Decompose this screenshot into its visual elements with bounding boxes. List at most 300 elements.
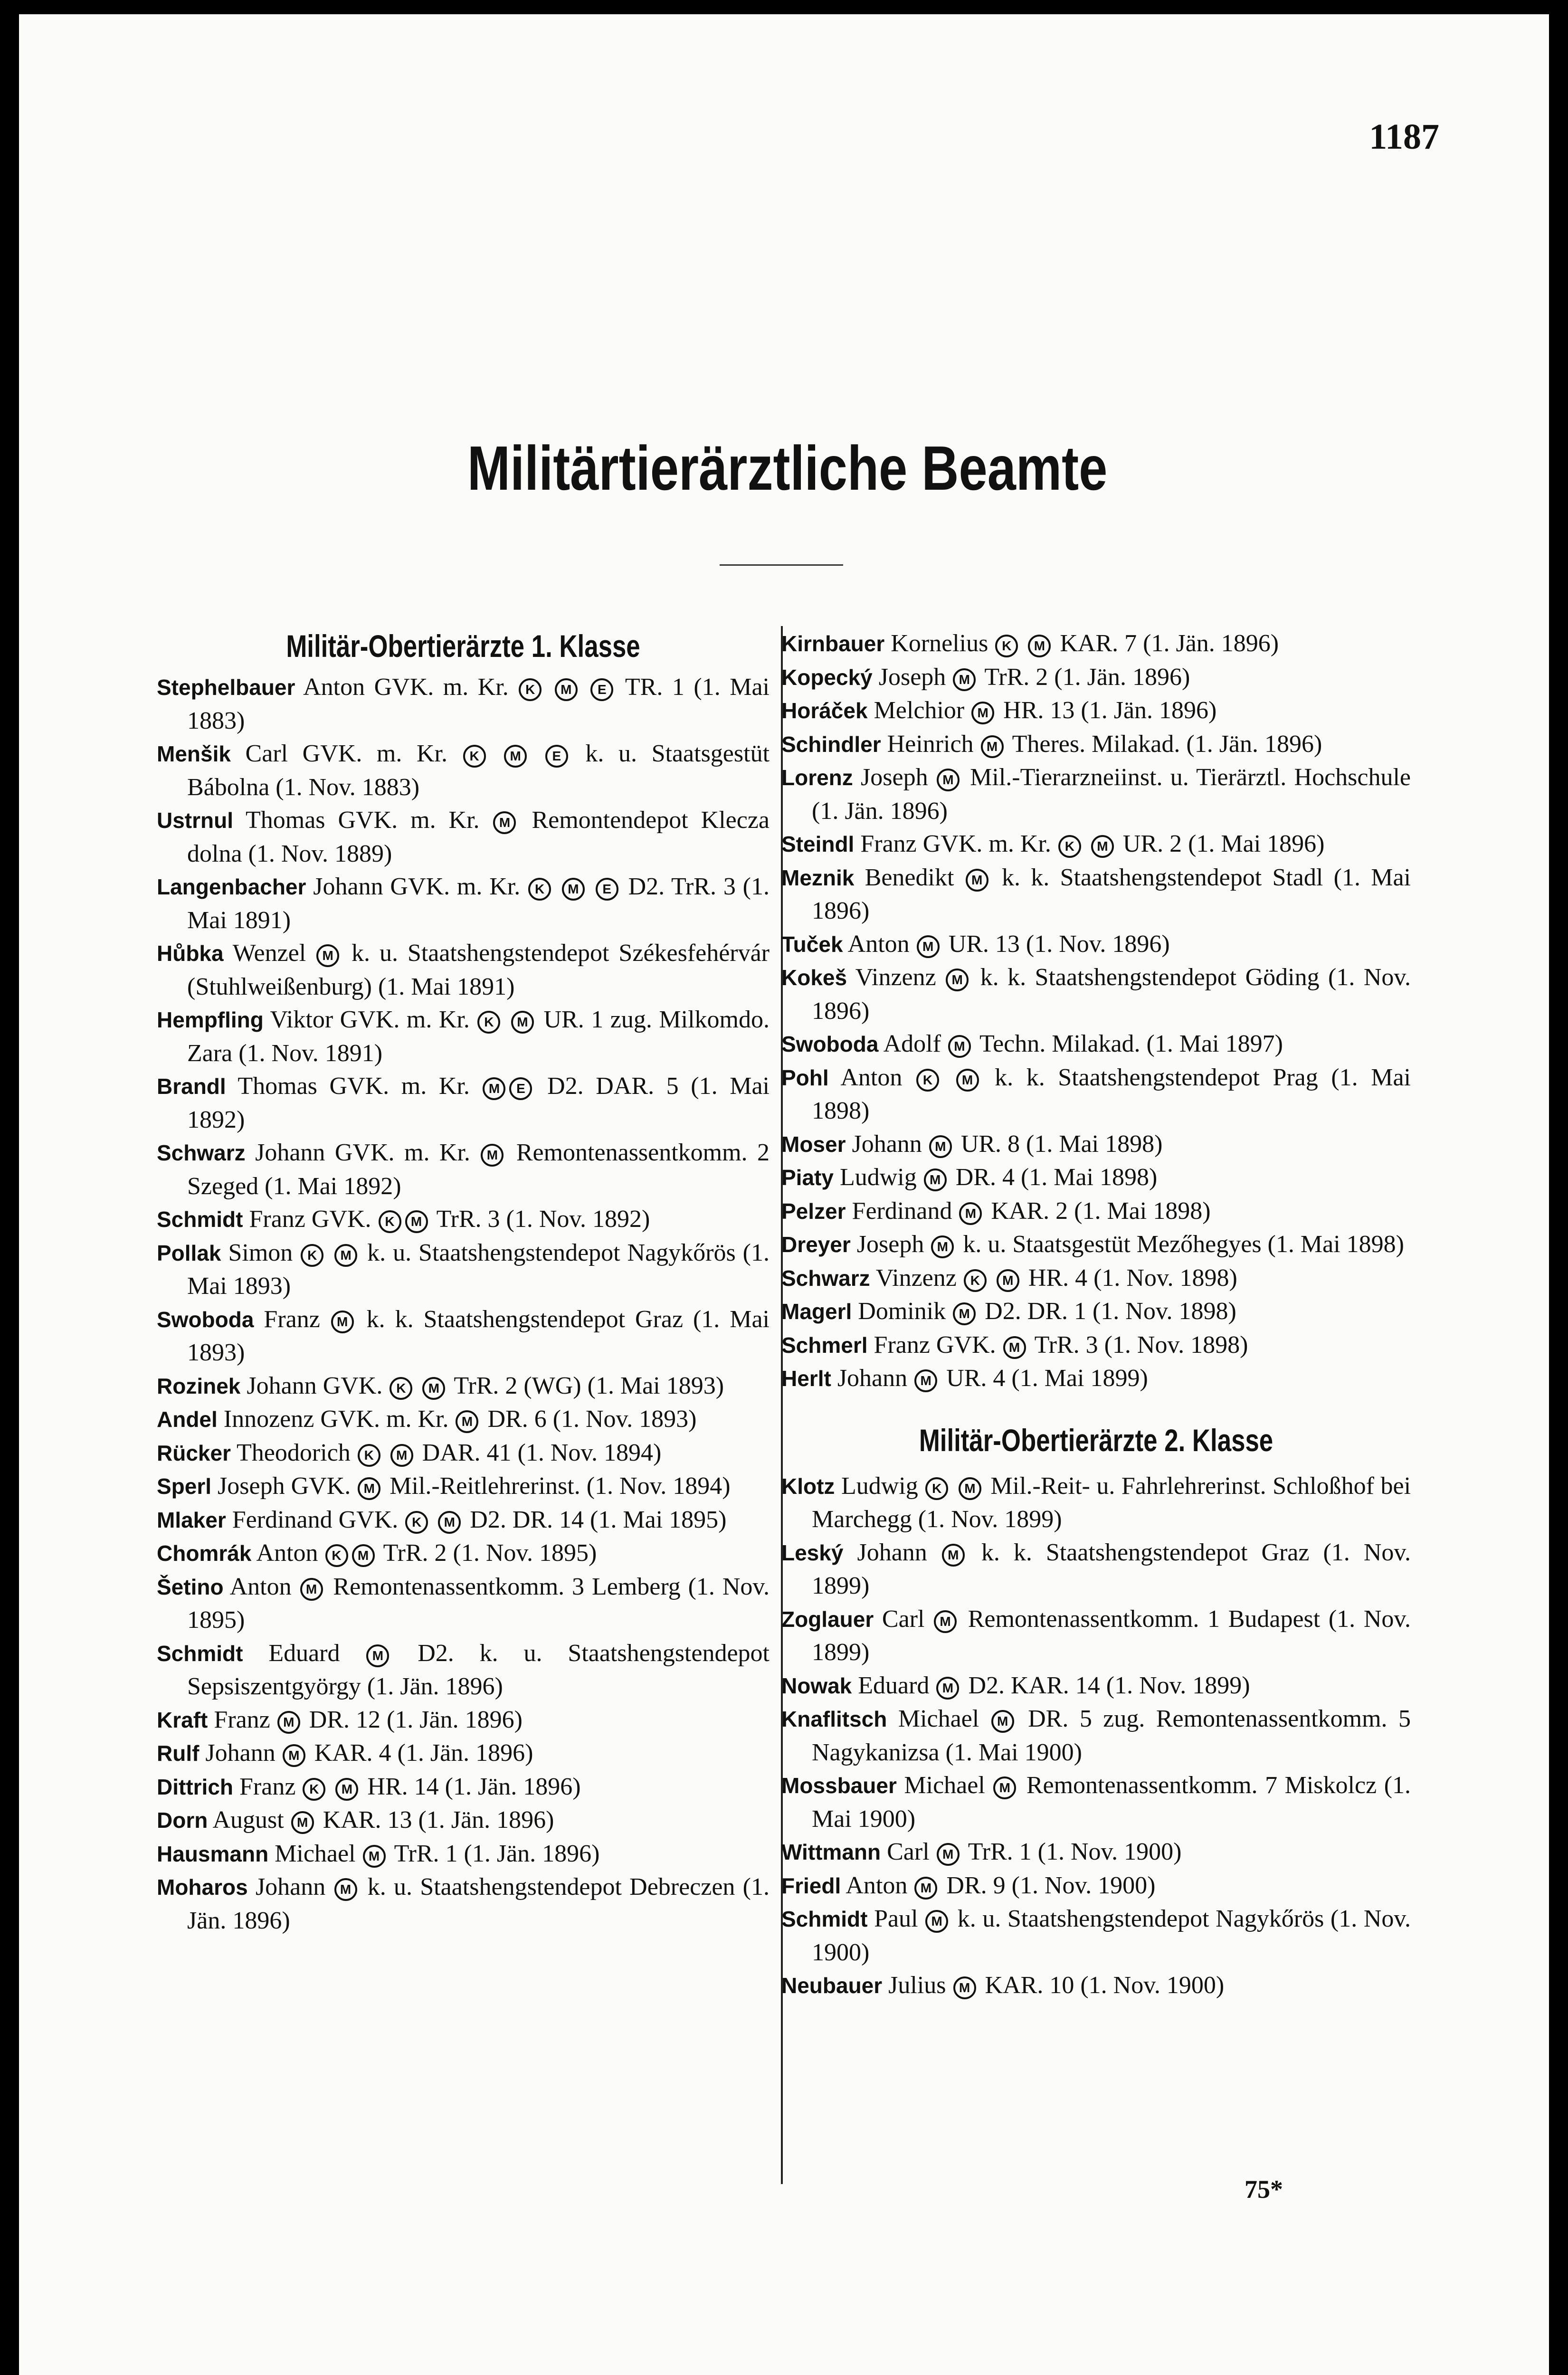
entry-text: Eduard xyxy=(243,1639,366,1667)
entry-text: Techn. Milakad. (1. Mai 1897) xyxy=(973,1030,1283,1057)
decoration-symbol-m: M xyxy=(925,1910,948,1933)
person-surname: Meznik xyxy=(781,865,855,890)
entry-text: Franz xyxy=(208,1706,276,1733)
decoration-symbol-m: M xyxy=(291,1811,314,1834)
list-item xyxy=(781,661,1411,694)
entry-text: Thomas GVK. m. Kr. xyxy=(233,807,493,834)
entry-text: Heinrich xyxy=(881,730,980,758)
decoration-symbol-m: M xyxy=(924,1168,947,1191)
entry-text: k. u. Staatshengstendepot Nagykőrös (1. Mai 1893) xyxy=(187,1239,770,1300)
person-surname: Ustrnul xyxy=(157,808,233,833)
list-item xyxy=(157,1203,770,1236)
person-surname: Wittmann xyxy=(781,1840,881,1864)
decoration-symbol-k: K xyxy=(379,1210,401,1233)
person-surname: Dittrich xyxy=(157,1774,233,1799)
person-surname: Kopecký xyxy=(781,665,873,690)
person-surname: Pollak xyxy=(157,1240,221,1265)
person-surname: Kirnbauer xyxy=(781,631,885,656)
person-surname: Dreyer xyxy=(781,1232,851,1257)
entry-text: D2. KAR. 14 (1. Nov. 1899) xyxy=(962,1672,1250,1699)
list-item xyxy=(781,1228,1411,1262)
entry-text xyxy=(415,1372,421,1399)
entry-text: Vinzenz xyxy=(847,964,945,991)
entry-text: Johann GVK. m. Kr. xyxy=(245,1139,480,1166)
list-item xyxy=(157,1570,770,1637)
entry-text: Eduard xyxy=(852,1672,936,1699)
entry-text: Ludwig xyxy=(835,1472,925,1500)
person-surname: Kraft xyxy=(157,1707,208,1732)
person-surname: Šetino xyxy=(157,1574,224,1599)
person-surname: Hůbka xyxy=(157,941,224,966)
decoration-symbol-m: M xyxy=(981,735,1004,758)
decoration-symbol-m: M xyxy=(483,1077,505,1100)
list-item xyxy=(157,1737,770,1770)
entry-text: Dominik xyxy=(852,1298,952,1325)
decoration-symbol-e: E xyxy=(545,745,568,768)
person-surname: Swoboda xyxy=(781,1032,879,1056)
entry-text: Johann xyxy=(247,1873,333,1900)
entry-text: KAR. 10 (1. Nov. 1900) xyxy=(979,1972,1225,1999)
list-item xyxy=(781,1470,1411,1536)
person-surname: Moharos xyxy=(157,1875,248,1900)
entry-text: Franz xyxy=(254,1305,330,1333)
decoration-symbol-k: K xyxy=(390,1377,412,1400)
decoration-symbol-m: M xyxy=(953,668,976,691)
entry-text: TrR. 3 (1. Nov. 1892) xyxy=(430,1206,650,1233)
entry-text: Theres. Milakad. (1. Jän. 1896) xyxy=(1006,730,1322,758)
page-number: 1187 xyxy=(1369,117,1439,157)
entry-text: UR. 4 (1. Mai 1899) xyxy=(940,1365,1148,1392)
entry-text: Adolf xyxy=(878,1030,947,1057)
entry-text: Theodorich xyxy=(230,1439,357,1466)
section-heading: Militär-Obertierärzte 1. Klasse xyxy=(286,628,640,664)
decoration-symbol-m: M xyxy=(456,1410,478,1433)
entry-text: UR. 13 (1. Nov. 1896) xyxy=(942,930,1170,958)
list-item xyxy=(781,1835,1411,1869)
entry-text: Johann xyxy=(831,1365,914,1392)
list-item xyxy=(157,1003,770,1070)
list-item xyxy=(781,1262,1411,1295)
person-surname: Leský xyxy=(781,1540,844,1565)
entry-text: Ludwig xyxy=(833,1164,923,1191)
list-item xyxy=(781,1329,1411,1362)
entry-text: KAR. 4 (1. Jän. 1896) xyxy=(308,1739,533,1767)
list-item xyxy=(157,1436,770,1470)
person-surname: Hempfling xyxy=(157,1007,264,1032)
decoration-symbol-m: M xyxy=(1028,635,1051,657)
person-surname: Steindl xyxy=(781,832,855,856)
decoration-symbol-k: K xyxy=(964,1269,987,1292)
decoration-symbol-m: M xyxy=(335,1778,358,1801)
decoration-symbol-m: M xyxy=(953,1302,976,1325)
entry-text: Franz GVK. xyxy=(867,1331,1002,1358)
list-item xyxy=(781,694,1411,728)
list-item xyxy=(781,827,1411,861)
entry-text: Benedikt xyxy=(854,864,965,891)
list-item xyxy=(781,761,1411,827)
page-sheet xyxy=(19,14,1549,2375)
person-surname: Tuček xyxy=(781,931,843,957)
entry-text: Mil.-Tierarzneiinst. u. Tierärztl. Hochschule (1. Jän. 1896) xyxy=(812,764,1411,825)
entry-text: DR. 9 (1. Nov. 1900) xyxy=(940,1872,1156,1899)
entry-text: Johann GVK. xyxy=(240,1372,389,1399)
entry-text: Remontenassentkomm. 3 Lemberg (1. Nov. 1895) xyxy=(187,1573,770,1634)
person-surname: Schwarz xyxy=(781,1265,870,1291)
person-surname: Friedl xyxy=(781,1873,841,1898)
entry-text: Innozenz GVK. m. Kr. xyxy=(217,1406,455,1433)
entry-text xyxy=(1021,630,1027,657)
list-item xyxy=(157,1871,770,1937)
entry-text: Franz xyxy=(233,1773,302,1800)
entry-text: HR. 13 (1. Jän. 1896) xyxy=(997,697,1217,724)
person-surname: Schmerl xyxy=(781,1332,868,1358)
decoration-symbol-m: M xyxy=(971,702,994,724)
decoration-symbol-m: M xyxy=(917,935,940,958)
decoration-symbol-k: K xyxy=(358,1444,380,1467)
person-surname: Moser xyxy=(781,1131,846,1157)
list-item xyxy=(157,870,770,937)
entry-text: D2. k. u. Staatshengstendepot Sepsiszentgyörgy (1. Jän. 1896) xyxy=(187,1639,770,1700)
decoration-symbol-k: K xyxy=(528,878,551,901)
decoration-symbol-m: M xyxy=(390,1444,413,1467)
decoration-symbol-m: M xyxy=(300,1578,323,1601)
person-surname: Schindler xyxy=(781,732,881,757)
entry-text: Joseph GVK. xyxy=(211,1472,357,1500)
list-item xyxy=(157,1403,770,1436)
person-surname: Dorn xyxy=(157,1808,208,1833)
person-surname: Horáček xyxy=(781,698,868,723)
entry-text xyxy=(580,674,590,701)
person-surname: Brandl xyxy=(157,1074,226,1099)
entry-text: Mil.-Reitlehrerinst. (1. Nov. 1894) xyxy=(383,1472,731,1500)
entry-text: Joseph xyxy=(850,1231,931,1258)
entry-text: Michael xyxy=(896,1772,993,1799)
entry-text xyxy=(328,1773,334,1800)
entry-text: Franz GVK. xyxy=(243,1206,378,1233)
decoration-symbol-m: M xyxy=(358,1477,380,1500)
entry-text: Mil.-Reit- u. Fahrlehrerinst. Schloßhof bei Marchegg (1. Nov. 1899) xyxy=(812,1472,1411,1533)
entry-text: August xyxy=(208,1806,290,1834)
list-item xyxy=(157,671,770,737)
decoration-symbol-m: M xyxy=(366,1644,389,1667)
entry-text xyxy=(951,1472,958,1500)
entry-text: HR. 14 (1. Jän. 1896) xyxy=(361,1773,581,1800)
person-surname: Piaty xyxy=(781,1165,834,1190)
entry-text: DR. 4 (1. Mai 1898) xyxy=(949,1164,1158,1191)
decoration-symbol-m: M xyxy=(929,1135,952,1158)
decoration-symbol-m: M xyxy=(948,1035,971,1058)
list-item xyxy=(781,1603,1411,1669)
entry-text: k. u. Staatshengstendepot Székesfehérvár (Stuhlweißenburg) (1. Mai 1891) xyxy=(187,940,770,1000)
decoration-symbol-m: M xyxy=(504,745,527,768)
entry-text: Anton xyxy=(251,1539,324,1567)
entry-text: Simon xyxy=(221,1239,300,1266)
decoration-symbol-m: M xyxy=(352,1544,375,1567)
list-item xyxy=(781,728,1411,761)
person-surname: Stephelbauer xyxy=(157,675,295,700)
decoration-symbol-k: K xyxy=(303,1778,325,1801)
list-item xyxy=(781,1702,1411,1769)
decoration-symbol-e: E xyxy=(596,878,618,901)
decoration-symbol-m: M xyxy=(316,944,339,967)
decoration-symbol-k: K xyxy=(463,745,486,768)
list-item xyxy=(781,928,1411,961)
list-item xyxy=(781,1362,1411,1396)
entry-text xyxy=(942,1064,955,1091)
entry-text xyxy=(326,1239,333,1266)
list-item xyxy=(157,1070,770,1136)
entry-text: KAR. 13 (1. Jän. 1896) xyxy=(316,1806,554,1834)
left-column xyxy=(157,627,770,1937)
list-item xyxy=(781,627,1411,661)
person-surname: Langenbacher xyxy=(157,874,306,899)
person-surname: Magerl xyxy=(781,1299,852,1324)
entry-text: Joseph xyxy=(853,764,936,791)
decoration-symbol-m: M xyxy=(937,769,960,791)
entry-text xyxy=(1084,830,1090,857)
entry-text: D2. DR. 14 (1. Mai 1895) xyxy=(464,1506,727,1533)
person-surname: Pohl xyxy=(781,1065,829,1090)
title-divider xyxy=(720,564,843,566)
list-item xyxy=(781,1061,1411,1128)
entry-text: Remontendepot Klecza dolna (1. Nov. 1889) xyxy=(187,807,770,867)
list-item xyxy=(157,737,770,804)
list-item xyxy=(157,1837,770,1871)
decoration-symbol-m: M xyxy=(1003,1336,1026,1359)
decoration-symbol-m: M xyxy=(422,1377,445,1400)
decoration-symbol-m: M xyxy=(959,1202,982,1225)
entry-text: TrR. 3 (1. Nov. 1898) xyxy=(1028,1331,1248,1358)
decoration-symbol-k: K xyxy=(477,1011,500,1034)
list-item xyxy=(781,1195,1411,1228)
entry-text xyxy=(489,740,504,767)
decoration-symbol-m: M xyxy=(331,1311,354,1333)
list-item xyxy=(157,1136,770,1203)
entry-text: Wenzel xyxy=(223,940,316,967)
person-surname: Schmidt xyxy=(781,1907,868,1931)
decoration-symbol-k: K xyxy=(519,678,542,701)
decoration-symbol-m: M xyxy=(993,1776,1016,1799)
entry-text xyxy=(383,1439,390,1466)
list-item xyxy=(781,1161,1411,1195)
entry-text: KAR. 2 (1. Mai 1898) xyxy=(985,1197,1211,1225)
person-surname: Herlt xyxy=(781,1366,831,1391)
list-item xyxy=(781,1027,1411,1061)
entry-text: Anton GVK. m. Kr. xyxy=(295,674,518,701)
decoration-symbol-k: K xyxy=(325,1544,348,1567)
person-surname: Pelzer xyxy=(781,1198,846,1224)
right-column xyxy=(781,627,1411,2003)
entry-text: TrR. 2 (1. Nov. 1895) xyxy=(377,1539,597,1567)
entry-text: k. u. Staatshengstendepot Debreczen (1. Jän. 1896) xyxy=(187,1873,770,1934)
person-surname: Zoglauer xyxy=(781,1606,874,1632)
person-surname: Menšik xyxy=(157,741,231,766)
decoration-symbol-m: M xyxy=(511,1011,534,1034)
list-item xyxy=(157,1804,770,1837)
list-item xyxy=(781,1669,1411,1703)
decoration-symbol-m: M xyxy=(914,1369,937,1392)
decoration-symbol-m: M xyxy=(277,1711,300,1734)
entry-text: Anton xyxy=(828,1064,915,1091)
entry-text: DAR. 41 (1. Nov. 1894) xyxy=(416,1439,662,1466)
entry-text: HR. 4 (1. Nov. 1898) xyxy=(1022,1264,1237,1292)
decoration-symbol-m: M xyxy=(931,1235,954,1258)
decoration-symbol-m: M xyxy=(991,1710,1014,1733)
entry-text xyxy=(431,1506,437,1533)
decoration-symbol-m: M xyxy=(934,1610,957,1633)
list-item xyxy=(157,1537,770,1570)
entry-text: TrR. 2 (1. Jän. 1896) xyxy=(979,663,1190,691)
decoration-symbol-m: M xyxy=(1091,835,1114,858)
decoration-symbol-m: M xyxy=(363,1845,386,1868)
list-item xyxy=(157,1770,770,1804)
person-surname: Sperl xyxy=(157,1474,212,1499)
person-surname: Swoboda xyxy=(157,1307,254,1332)
person-surname: Neubauer xyxy=(781,1973,883,1998)
entry-text: Kornelius xyxy=(884,630,995,657)
person-surname: Kokeš xyxy=(781,965,847,990)
entry-text: k. k. Staatshengstendepot Göding (1. Nov. 1896) xyxy=(812,964,1411,1025)
entry-text: k. u. Staatshengstendepot Nagykőrös (1. Nov. 1900) xyxy=(812,1905,1411,1966)
page-title: Militärtierärztliche Beamte xyxy=(467,433,1108,503)
decoration-symbol-k: K xyxy=(995,635,1018,657)
entry-text: TrR. 2 (WG) (1. Mai 1893) xyxy=(448,1372,724,1399)
person-surname: Mossbauer xyxy=(781,1773,897,1798)
decoration-symbol-m: M xyxy=(481,1144,504,1167)
entry-text: Julius xyxy=(882,1972,952,1999)
person-surname: Rücker xyxy=(157,1440,231,1465)
entry-text: Franz GVK. m. Kr. xyxy=(854,830,1057,857)
list-item xyxy=(157,1470,770,1503)
entry-text: Thomas GVK. m. Kr. xyxy=(226,1073,482,1100)
entry-text: Michael xyxy=(268,1840,362,1867)
entry-text: Joseph xyxy=(872,663,952,691)
entry-text: k. k. Staatshengstendepot Stadl (1. Mai 1896) xyxy=(812,864,1411,924)
person-surname: Mlaker xyxy=(157,1507,226,1532)
entry-text: Johann xyxy=(846,1130,928,1158)
entry-text: Michael xyxy=(887,1705,990,1732)
decoration-symbol-k: K xyxy=(916,1069,939,1092)
entry-text xyxy=(544,674,554,701)
entry-text: Anton xyxy=(843,930,916,958)
decoration-symbol-k: K xyxy=(925,1477,948,1500)
entry-text: Vinzenz xyxy=(870,1264,963,1292)
person-surname: Lorenz xyxy=(781,765,853,790)
list-item xyxy=(157,1637,770,1703)
person-surname: Rozinek xyxy=(157,1373,241,1398)
entry-text: Remontenassentkomm. 1 Budapest (1. Nov. 1899) xyxy=(812,1605,1411,1666)
entry-text: D2. TrR. 3 (1. Mai 1891) xyxy=(187,873,770,934)
list-item xyxy=(781,861,1411,928)
list-item xyxy=(781,961,1411,1027)
decoration-symbol-k: K xyxy=(301,1244,323,1267)
person-surname: Andel xyxy=(157,1407,218,1432)
decoration-symbol-m: M xyxy=(283,1744,305,1767)
entry-text: Carl GVK. m. Kr. xyxy=(230,740,462,767)
decoration-symbol-m: M xyxy=(937,1843,960,1866)
decoration-symbol-m: M xyxy=(959,1477,981,1500)
decoration-symbol-m: M xyxy=(997,1269,1019,1292)
decoration-symbol-m: M xyxy=(956,1069,979,1092)
entry-text: Johann xyxy=(843,1539,941,1566)
decoration-symbol-m: M xyxy=(966,869,988,892)
entry-text: TR. 1 (1. Mai 1883) xyxy=(187,674,770,734)
entry-text: TrR. 1 (1. Jän. 1896) xyxy=(388,1840,600,1867)
list-item xyxy=(781,1869,1411,1903)
entry-text: UR. 8 (1. Mai 1898) xyxy=(954,1130,1163,1158)
entry-text: k. u. Staatsgestüt Mezőhegyes (1. Mai 1898) xyxy=(957,1231,1404,1258)
list-item xyxy=(157,804,770,870)
list-item xyxy=(781,1536,1411,1603)
entry-text xyxy=(530,740,544,767)
list-item xyxy=(157,1369,770,1403)
decoration-symbol-m: M xyxy=(405,1210,428,1233)
person-surname: Nowak xyxy=(781,1673,852,1698)
decoration-symbol-m: M xyxy=(953,1976,976,1999)
signature-mark: 75* xyxy=(1245,2175,1283,2204)
list-item xyxy=(781,1902,1411,1969)
list-item xyxy=(781,1128,1411,1161)
entry-text: D2. DAR. 5 (1. Mai 1892) xyxy=(187,1073,770,1133)
entry-text: Melchior xyxy=(867,697,971,724)
person-surname: Rulf xyxy=(157,1741,200,1766)
person-surname: Schmidt xyxy=(157,1641,243,1666)
decoration-symbol-m: M xyxy=(493,811,516,834)
section-heading: Militär-Obertierärzte 2. Klasse xyxy=(919,1422,1273,1458)
entry-text: KAR. 7 (1. Jän. 1896) xyxy=(1054,630,1279,657)
entry-text: k. k. Staatshengstendepot Graz (1. Mai 1893) xyxy=(187,1305,770,1366)
decoration-symbol-m: M xyxy=(946,969,969,991)
decoration-symbol-k: K xyxy=(405,1511,428,1534)
decoration-symbol-e: E xyxy=(590,678,613,701)
decoration-symbol-k: K xyxy=(1058,835,1081,858)
entry-text: Carl xyxy=(874,1605,933,1633)
decoration-symbol-m: M xyxy=(438,1511,461,1534)
entry-text: UR. 2 (1. Mai 1896) xyxy=(1116,830,1325,857)
decoration-symbol-m: M xyxy=(334,1878,357,1901)
list-item xyxy=(157,1703,770,1737)
list-item xyxy=(157,1236,770,1303)
entry-text: Remontenassentkomm. 2 Szeged (1. Mai 1892) xyxy=(187,1139,770,1200)
entry-text: Johann GVK. m. Kr. xyxy=(306,873,528,900)
entry-text: k. k. Staatshengstendepot Graz (1. Nov. 1899) xyxy=(812,1539,1411,1599)
entry-text: D2. DR. 1 (1. Nov. 1898) xyxy=(979,1298,1236,1325)
entry-text: k. k. Staatshengstendepot Prag (1. Mai 1898) xyxy=(812,1064,1411,1124)
entry-text: Anton xyxy=(223,1573,299,1600)
decoration-symbol-m: M xyxy=(914,1877,937,1900)
list-item xyxy=(157,937,770,1003)
person-surname: Knaflitsch xyxy=(781,1707,887,1731)
list-item xyxy=(781,1769,1411,1835)
entry-text: TrR. 1 (1. Nov. 1900) xyxy=(962,1838,1182,1865)
entry-text: Carl xyxy=(881,1838,936,1865)
entry-text: UR. 1 zug. Milkomdo. Zara (1. Nov. 1891) xyxy=(187,1006,770,1067)
entry-text xyxy=(989,1264,996,1292)
person-surname: Klotz xyxy=(781,1473,835,1499)
decoration-symbol-m: M xyxy=(334,1244,357,1267)
entry-text: k. u. Staatsgestüt Bábolna (1. Nov. 1883) xyxy=(187,740,770,801)
entry-text xyxy=(588,873,595,900)
decoration-symbol-m: M xyxy=(936,1677,959,1700)
decoration-symbol-e: E xyxy=(509,1077,532,1100)
entry-text xyxy=(554,873,561,900)
list-item xyxy=(781,1969,1411,2003)
person-surname: Hausmann xyxy=(157,1841,269,1866)
list-item xyxy=(157,1503,770,1537)
entry-text xyxy=(503,1006,510,1033)
person-surname: Schwarz xyxy=(157,1140,246,1165)
list-item xyxy=(157,1303,770,1369)
